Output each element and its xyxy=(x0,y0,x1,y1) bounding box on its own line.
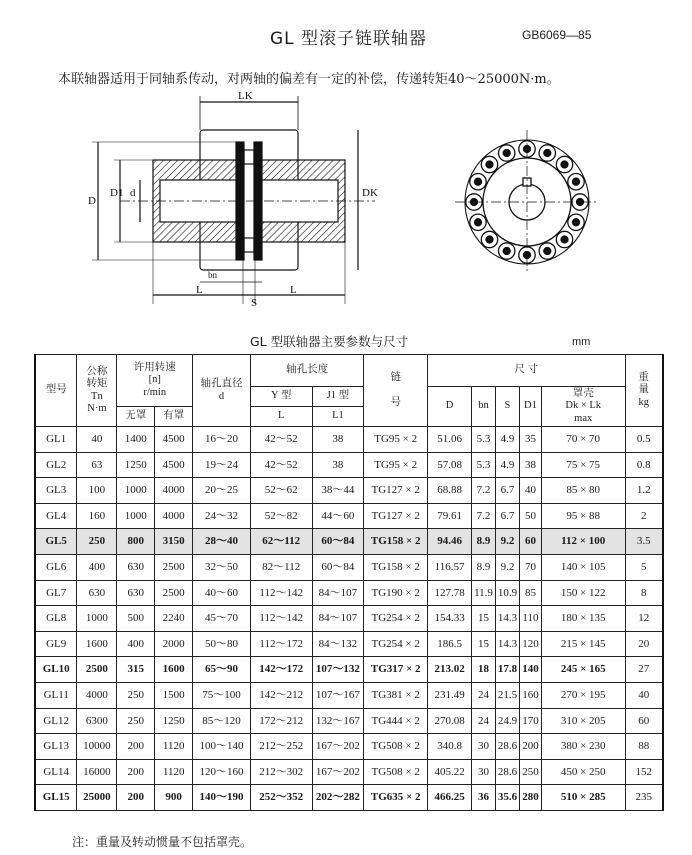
cell-kg: 20 xyxy=(625,631,663,657)
header-torque: 公称 转矩 Tn N·m xyxy=(77,355,117,427)
cell-D: 127.78 xyxy=(428,580,472,606)
cell-model: GL6 xyxy=(35,554,77,580)
header-weight: 重 量 kg xyxy=(625,355,663,427)
cell-n1: 250 xyxy=(117,682,155,708)
cell-S: 4.9 xyxy=(495,427,519,453)
cell-d: 65～90 xyxy=(193,657,251,683)
header-bn: bn xyxy=(472,387,496,427)
cell-l1: 107～132 xyxy=(312,657,364,683)
cell-S: 9.2 xyxy=(495,529,519,555)
cell-D1: 160 xyxy=(519,682,541,708)
cell-S: 9.2 xyxy=(495,554,519,580)
front-view xyxy=(455,130,599,274)
cell-tn: 1600 xyxy=(77,631,117,657)
cell-chain: TG158 × 2 xyxy=(364,529,428,555)
cell-n1: 800 xyxy=(117,529,155,555)
header-D: D xyxy=(428,387,472,427)
cell-D1: 85 xyxy=(519,580,541,606)
cell-D1: 40 xyxy=(519,478,541,504)
cell-D: 116.57 xyxy=(428,554,472,580)
header-S: S xyxy=(495,387,519,427)
cell-cover: 380 × 230 xyxy=(541,734,625,760)
l-left-label: L xyxy=(196,284,203,296)
table-row xyxy=(35,759,663,785)
cell-model: GL12 xyxy=(35,708,77,734)
cell-cover: 75 × 75 xyxy=(541,452,625,478)
cell-cover: 450 × 250 xyxy=(541,759,625,785)
header-j1-l: L1 xyxy=(312,407,364,427)
cell-d: 85～120 xyxy=(193,708,251,734)
header-y-l: L xyxy=(250,407,312,427)
cell-cover: 180 × 135 xyxy=(541,606,625,632)
page-title: GL 型滚子链联轴器 xyxy=(270,29,428,49)
cell-d: 100～140 xyxy=(193,734,251,760)
cell-bn: 8.9 xyxy=(472,529,496,555)
cell-n1: 1400 xyxy=(117,427,155,453)
cell-D: 68.88 xyxy=(428,478,472,504)
cell-n2: 3150 xyxy=(155,529,193,555)
cell-l: 42～52 xyxy=(250,427,312,453)
cell-l: 52～82 xyxy=(250,503,312,529)
cell-model: GL9 xyxy=(35,631,77,657)
cell-n1: 200 xyxy=(117,759,155,785)
cell-S: 28.6 xyxy=(495,734,519,760)
cell-l1: 60～84 xyxy=(312,554,364,580)
table-row xyxy=(35,529,663,555)
cell-S: 6.7 xyxy=(495,478,519,504)
cell-S: 24.9 xyxy=(495,708,519,734)
bn-label: bn xyxy=(208,270,217,280)
cell-model: GL7 xyxy=(35,580,77,606)
cell-d: 140～190 xyxy=(193,785,251,811)
header-speed-covered: 有罩 xyxy=(155,407,193,427)
cell-kg: 2 xyxy=(625,503,663,529)
cell-l: 52～62 xyxy=(250,478,312,504)
chain-top xyxy=(244,150,254,164)
cell-S: 10.9 xyxy=(495,580,519,606)
cell-l1: 38 xyxy=(312,427,364,453)
cell-D: 94.46 xyxy=(428,529,472,555)
dk-label: DK xyxy=(362,187,378,199)
cell-D1: 250 xyxy=(519,759,541,785)
cell-cover: 270 × 195 xyxy=(541,682,625,708)
cell-S: 14.3 xyxy=(495,606,519,632)
cell-bn: 15 xyxy=(472,606,496,632)
cell-bn: 30 xyxy=(472,734,496,760)
table-row xyxy=(35,503,663,529)
header-cover: 罩壳 Dk × Lk max xyxy=(541,387,625,427)
cell-kg: 40 xyxy=(625,682,663,708)
d-outer-label: D xyxy=(88,195,96,207)
cell-model: GL10 xyxy=(35,657,77,683)
coupling-drawing xyxy=(0,90,692,330)
cell-d: 50～80 xyxy=(193,631,251,657)
header-hole-length: 轴孔长度 xyxy=(250,355,363,387)
cell-cover: 112 × 100 xyxy=(541,529,625,555)
cell-l1: 202～282 xyxy=(312,785,364,811)
cell-n2: 2240 xyxy=(155,606,193,632)
cell-n1: 1000 xyxy=(117,503,155,529)
cell-D1: 280 xyxy=(519,785,541,811)
cell-d: 19～24 xyxy=(193,452,251,478)
cell-D: 186.5 xyxy=(428,631,472,657)
cell-cover: 70 × 70 xyxy=(541,427,625,453)
cell-model: GL5 xyxy=(35,529,77,555)
cell-bn: 5.3 xyxy=(472,452,496,478)
cell-l1: 44～60 xyxy=(312,503,364,529)
cell-bn: 24 xyxy=(472,708,496,734)
cell-cover: 215 × 145 xyxy=(541,631,625,657)
cell-cover: 85 × 80 xyxy=(541,478,625,504)
cell-D1: 140 xyxy=(519,657,541,683)
cell-model: GL8 xyxy=(35,606,77,632)
cell-D: 340.8 xyxy=(428,734,472,760)
cell-cover: 95 × 88 xyxy=(541,503,625,529)
cell-l1: 84～107 xyxy=(312,580,364,606)
cell-n2: 2000 xyxy=(155,631,193,657)
table-row xyxy=(35,657,663,683)
cell-bn: 7.2 xyxy=(472,503,496,529)
cell-n1: 630 xyxy=(117,554,155,580)
cell-l1: 60～84 xyxy=(312,529,364,555)
cell-kg: 235 xyxy=(625,785,663,811)
cell-l: 212～252 xyxy=(250,734,312,760)
spec-table xyxy=(34,354,664,811)
side-view xyxy=(92,96,375,304)
cell-D1: 70 xyxy=(519,554,541,580)
cell-D1: 60 xyxy=(519,529,541,555)
cell-n1: 250 xyxy=(117,708,155,734)
header-dims: 尺 寸 xyxy=(428,355,625,387)
cell-l1: 84～107 xyxy=(312,606,364,632)
cell-d: 28～40 xyxy=(193,529,251,555)
cell-d: 16～20 xyxy=(193,427,251,453)
cell-D: 466.25 xyxy=(428,785,472,811)
cell-chain: TG158 × 2 xyxy=(364,554,428,580)
cell-tn: 250 xyxy=(77,529,117,555)
cell-n1: 1250 xyxy=(117,452,155,478)
cell-kg: 5 xyxy=(625,554,663,580)
table-row xyxy=(35,478,663,504)
cell-S: 6.7 xyxy=(495,503,519,529)
cell-tn: 40 xyxy=(77,427,117,453)
cell-model: GL1 xyxy=(35,427,77,453)
cell-chain: TG254 × 2 xyxy=(364,631,428,657)
cell-n2: 1120 xyxy=(155,759,193,785)
table-row xyxy=(35,580,663,606)
cell-n2: 900 xyxy=(155,785,193,811)
cell-n2: 1600 xyxy=(155,657,193,683)
cell-n1: 630 xyxy=(117,580,155,606)
footnote: 注：重量及转动惯量不包括罩壳。 xyxy=(72,835,253,849)
cell-l: 142～172 xyxy=(250,657,312,683)
cell-chain: TG317 × 2 xyxy=(364,657,428,683)
cell-model: GL11 xyxy=(35,682,77,708)
cell-S: 4.9 xyxy=(495,452,519,478)
cell-n2: 2500 xyxy=(155,554,193,580)
cell-D1: 200 xyxy=(519,734,541,760)
cell-D1: 120 xyxy=(519,631,541,657)
cell-tn: 100 xyxy=(77,478,117,504)
cell-bn: 30 xyxy=(472,759,496,785)
cell-D1: 110 xyxy=(519,606,541,632)
cell-chain: TG635 × 2 xyxy=(364,785,428,811)
cell-cover: 150 × 122 xyxy=(541,580,625,606)
cell-cover: 310 × 205 xyxy=(541,708,625,734)
cell-l: 42～52 xyxy=(250,452,312,478)
cell-bn: 36 xyxy=(472,785,496,811)
standard-number: GB6069—85 xyxy=(522,28,592,42)
cell-D1: 50 xyxy=(519,503,541,529)
table-unit: mm xyxy=(572,336,591,348)
cell-tn: 160 xyxy=(77,503,117,529)
cell-n2: 4000 xyxy=(155,478,193,504)
cell-n2: 1500 xyxy=(155,682,193,708)
cell-kg: 0.8 xyxy=(625,452,663,478)
cell-l: 142～212 xyxy=(250,682,312,708)
cell-l: 82～112 xyxy=(250,554,312,580)
header-model: 型号 xyxy=(35,355,77,427)
cell-n1: 200 xyxy=(117,734,155,760)
cell-n1: 315 xyxy=(117,657,155,683)
table-title: GL 型联轴器主要参数与尺寸 xyxy=(250,334,409,349)
cell-kg: 0.5 xyxy=(625,427,663,453)
cell-S: 21.5 xyxy=(495,682,519,708)
cell-d: 24～32 xyxy=(193,503,251,529)
header-D1: D1 xyxy=(519,387,541,427)
cell-bn: 18 xyxy=(472,657,496,683)
cell-kg: 27 xyxy=(625,657,663,683)
cell-D: 57.08 xyxy=(428,452,472,478)
cell-l: 112～172 xyxy=(250,631,312,657)
cell-n1: 200 xyxy=(117,785,155,811)
cell-n1: 400 xyxy=(117,631,155,657)
cell-kg: 152 xyxy=(625,759,663,785)
cell-D: 154.33 xyxy=(428,606,472,632)
cell-chain: TG190 × 2 xyxy=(364,580,428,606)
cell-tn: 63 xyxy=(77,452,117,478)
cell-D1: 35 xyxy=(519,427,541,453)
cell-kg: 88 xyxy=(625,734,663,760)
header-speed-uncovered: 无罩 xyxy=(117,407,155,427)
cell-n2: 2500 xyxy=(155,580,193,606)
cell-bn: 7.2 xyxy=(472,478,496,504)
cell-chain: TG254 × 2 xyxy=(364,606,428,632)
cell-kg: 3.5 xyxy=(625,529,663,555)
cell-kg: 12 xyxy=(625,606,663,632)
cell-n2: 1250 xyxy=(155,708,193,734)
table-row xyxy=(35,708,663,734)
table-row xyxy=(35,427,663,453)
cell-d: 32～50 xyxy=(193,554,251,580)
cell-l1: 107～167 xyxy=(312,682,364,708)
cell-tn: 10000 xyxy=(77,734,117,760)
cell-tn: 25000 xyxy=(77,785,117,811)
cell-n2: 1120 xyxy=(155,734,193,760)
header-chain: 链 号 xyxy=(364,355,428,427)
cell-l1: 38～44 xyxy=(312,478,364,504)
cell-chain: TG381 × 2 xyxy=(364,682,428,708)
d-bore-label: d xyxy=(130,187,136,199)
cell-l: 112～142 xyxy=(250,606,312,632)
cell-S: 28.6 xyxy=(495,759,519,785)
header-speed: 许用转速 [n] r/min xyxy=(117,355,193,407)
cell-tn: 400 xyxy=(77,554,117,580)
cell-d: 45～70 xyxy=(193,606,251,632)
cell-chain: TG95 × 2 xyxy=(364,427,428,453)
table-row xyxy=(35,452,663,478)
cell-S: 35.6 xyxy=(495,785,519,811)
l-right-label: L xyxy=(290,284,297,296)
cell-D: 270.08 xyxy=(428,708,472,734)
cell-model: GL14 xyxy=(35,759,77,785)
cell-bn: 11.9 xyxy=(472,580,496,606)
cell-model: GL13 xyxy=(35,734,77,760)
cell-l1: 84～132 xyxy=(312,631,364,657)
cell-bn: 5.3 xyxy=(472,427,496,453)
cell-l: 252～352 xyxy=(250,785,312,811)
cell-bn: 24 xyxy=(472,682,496,708)
cell-chain: TG95 × 2 xyxy=(364,452,428,478)
cell-kg: 1.2 xyxy=(625,478,663,504)
cell-D: 79.61 xyxy=(428,503,472,529)
cell-chain: TG508 × 2 xyxy=(364,734,428,760)
table-row xyxy=(35,682,663,708)
cell-D1: 38 xyxy=(519,452,541,478)
cell-d: 20～25 xyxy=(193,478,251,504)
cell-D: 231.49 xyxy=(428,682,472,708)
cell-bn: 8.9 xyxy=(472,554,496,580)
cell-cover: 140 × 105 xyxy=(541,554,625,580)
cell-chain: TG444 × 2 xyxy=(364,708,428,734)
cell-tn: 4000 xyxy=(77,682,117,708)
cell-tn: 630 xyxy=(77,580,117,606)
cell-tn: 6300 xyxy=(77,708,117,734)
cell-D: 405.22 xyxy=(428,759,472,785)
cell-chain: TG508 × 2 xyxy=(364,759,428,785)
cell-n2: 4000 xyxy=(155,503,193,529)
cell-S: 17.8 xyxy=(495,657,519,683)
table-row xyxy=(35,606,663,632)
header-j1-type: J1 型 xyxy=(312,387,364,407)
cell-kg: 8 xyxy=(625,580,663,606)
cell-d: 75～100 xyxy=(193,682,251,708)
table-row xyxy=(35,631,663,657)
cell-d: 40～60 xyxy=(193,580,251,606)
cell-D: 213.02 xyxy=(428,657,472,683)
cell-tn: 16000 xyxy=(77,759,117,785)
cell-chain: TG127 × 2 xyxy=(364,503,428,529)
cell-model: GL4 xyxy=(35,503,77,529)
cell-l1: 38 xyxy=(312,452,364,478)
cell-cover: 245 × 165 xyxy=(541,657,625,683)
cell-n2: 4500 xyxy=(155,427,193,453)
cell-l1: 167～202 xyxy=(312,734,364,760)
cell-D: 51.06 xyxy=(428,427,472,453)
cell-D1: 170 xyxy=(519,708,541,734)
cell-cover: 510 × 285 xyxy=(541,785,625,811)
cell-model: GL2 xyxy=(35,452,77,478)
cell-n2: 4500 xyxy=(155,452,193,478)
intro-text: 本联轴器适用于同轴系传动，对两轴的偏差有一定的补偿，传递转矩40～25000N·m。 xyxy=(58,72,560,87)
cell-model: GL3 xyxy=(35,478,77,504)
header-y-type: Y 型 xyxy=(250,387,312,407)
cell-l: 62～112 xyxy=(250,529,312,555)
spec-table-body xyxy=(35,427,663,811)
cell-tn: 2500 xyxy=(77,657,117,683)
cell-bn: 15 xyxy=(472,631,496,657)
chain-bottom xyxy=(244,238,254,252)
cell-S: 14.3 xyxy=(495,631,519,657)
cell-l: 172～212 xyxy=(250,708,312,734)
cell-n1: 1000 xyxy=(117,478,155,504)
cell-l: 212～302 xyxy=(250,759,312,785)
cell-kg: 60 xyxy=(625,708,663,734)
lk-label: LK xyxy=(238,90,253,102)
s-label: S xyxy=(251,297,258,309)
cell-n1: 500 xyxy=(117,606,155,632)
table-row xyxy=(35,785,663,811)
cell-model: GL15 xyxy=(35,785,77,811)
cell-chain: TG127 × 2 xyxy=(364,478,428,504)
cell-l1: 132～167 xyxy=(312,708,364,734)
cell-l: 112～142 xyxy=(250,580,312,606)
header-bore: 轴孔直径 d xyxy=(193,355,251,427)
cell-l1: 167～202 xyxy=(312,759,364,785)
cell-d: 120～160 xyxy=(193,759,251,785)
d1-label: D1 xyxy=(110,187,124,199)
table-row xyxy=(35,734,663,760)
table-row xyxy=(35,554,663,580)
cell-tn: 1000 xyxy=(77,606,117,632)
